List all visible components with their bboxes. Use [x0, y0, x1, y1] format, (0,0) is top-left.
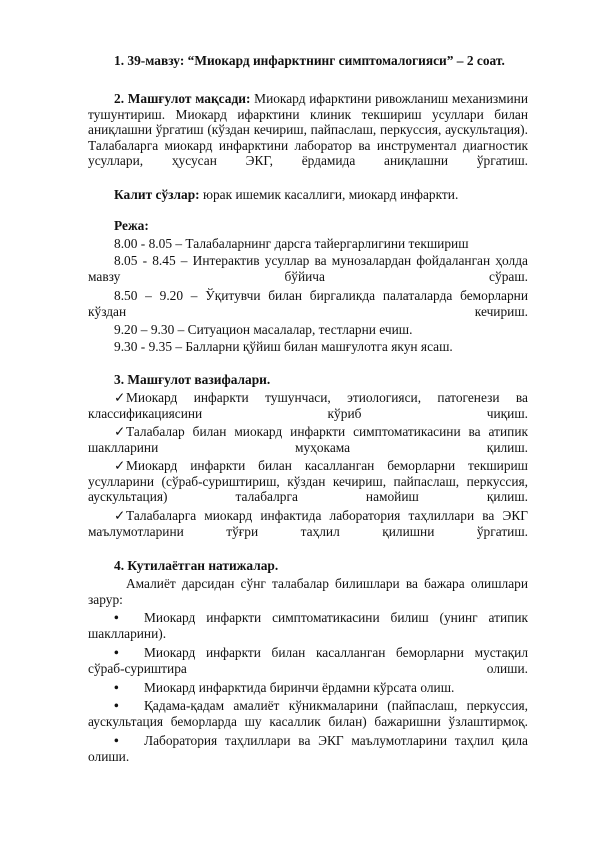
topic-title: 1. 39-мавзу: “Миокард инфарктнинг симптомалогияси” – 2 соат.	[114, 53, 505, 68]
result-text: Миокард инфаркти симптоматикасини билиш (унинг атипик шаклларини).	[88, 610, 528, 641]
results-heading: 4. Кутилаётган натижалар.	[114, 558, 279, 573]
plan-item: 8.50 – 9.20 – Ўқитувчи билан биргаликда палаталарда беморларни кўздан кечириш.	[88, 288, 528, 319]
results-intro: Амалиёт дарсидан сўнг талабалар билишлари ва бажара олишлари зарур:	[88, 576, 528, 607]
keywords-paragraph	[88, 187, 528, 203]
result-item	[88, 680, 528, 696]
task-text: Талабалар билан миокард инфаркти симптоматикасини ва атипик шаклларини муҳокама қилиш.	[88, 424, 528, 455]
result-text: Лаборатория таҳлиллари ва ЭКГ маълумотларини таҳлил қила олиши.	[88, 733, 528, 764]
result-text: Миокард инфаркти билан касалланган беморларни мустақил сўраб-суриштира олиши.	[88, 645, 528, 676]
plan-item: 8.00 - 8.05 – Талабаларнинг дарсга тайергарлигини текшириш	[114, 236, 469, 251]
keywords-label: Калит сўзлар:	[114, 187, 200, 202]
task-text: Миокард инфаркти тушунчаси, этиологияси, патогенези ва классификациясини кўриб чиқиш.	[88, 390, 528, 421]
task-text: Миокард инфаркти билан касалланган беморларни текшириш усулларини (сўраб-суриштириш, кўздан кечириш, пайпаслаш, перкуссия, аускультация) талабалрга намойиш қилиш.	[88, 458, 528, 505]
tasks-heading: 3. Машғулот вазифалари.	[114, 372, 271, 387]
plan-item: 9.30 - 9.35 – Балларни қўйиш билан машғулотга якун ясаш.	[114, 339, 453, 354]
goal-label: 2. Машғулот мақсади:	[114, 91, 251, 106]
task-item	[88, 508, 528, 555]
plan-item: 8.05 - 8.45 – Интерактив усуллар ва мунозалардан фойдаланган ҳолда мавзу бўйича сўраш.	[88, 253, 528, 284]
result-text: Қадама-қадам амалиёт кўникмаларини (пайпаслаш, перкуссия, аускультация беморларда шу касаллик билан) бажаришни ўзлаштирмоқ.	[88, 698, 528, 729]
result-text: Миокард инфарктида биринчи ёрдамни кўрсата олиш.	[144, 680, 455, 695]
task-text: Талабаларга миокард инфактида лаборатория таҳлиллари ва ЭКГ маълумотларини тўғри таҳлил қилишни ўргатиш.	[88, 508, 528, 539]
goal-text: Миокард ифарктини ривожланиш механизмини тушунтириш. Миокард ифарктини клиник текшириш усуллари билан аниқлашни ўргатиш (кўздан кечириш, пайпаслаш, перкуссия, аускультация). Талабаларга миокард инфарктини лаборатор ва инструментал диагностик усуллари, ҳусусан ЭКГ, ёрдамида аниқлашни ўргатиш.	[88, 91, 528, 169]
plan-label: Режа:	[114, 218, 149, 233]
result-item	[88, 733, 528, 780]
keywords-text: юрак ишемик касаллиги, миокард инфаркти.	[199, 187, 459, 202]
goal-paragraph	[88, 91, 528, 185]
plan-item: 9.20 – 9.30 – Ситуацион масалалар, тестларни ечиш.	[114, 322, 413, 337]
